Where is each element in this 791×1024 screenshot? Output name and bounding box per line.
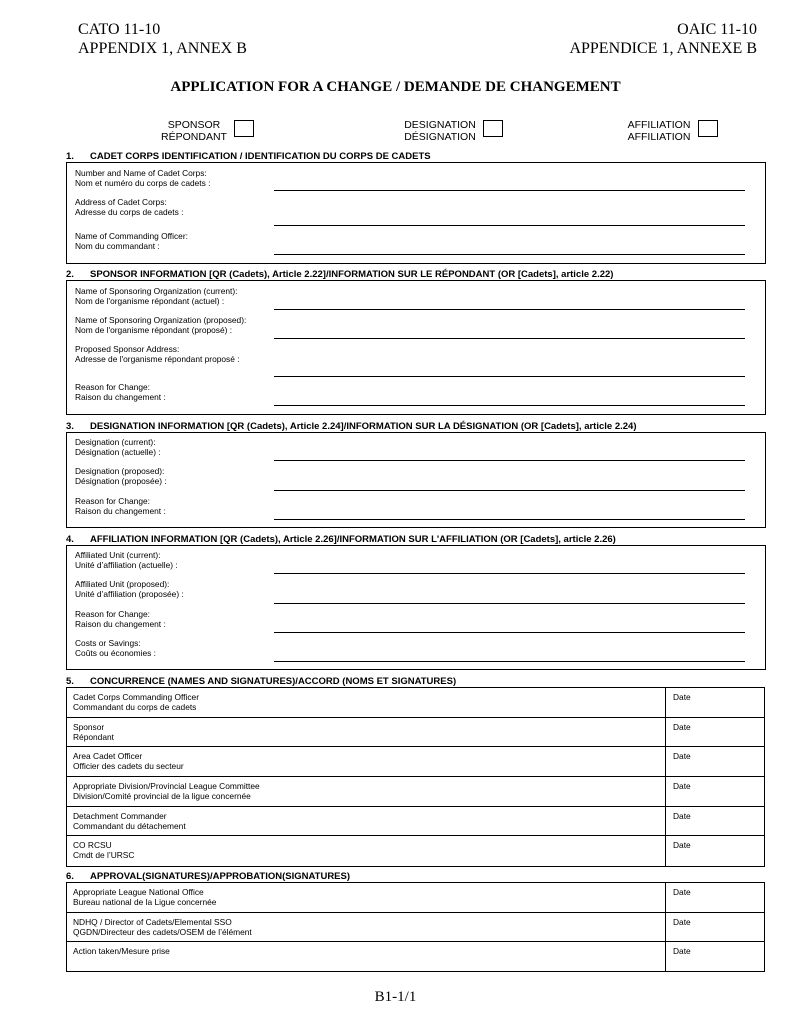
section-5-number: 5. xyxy=(66,676,74,687)
designation-checkbox[interactable] xyxy=(483,120,503,137)
affiliation-label-en: AFFILIATION xyxy=(627,119,691,131)
date-label: Date xyxy=(673,781,691,791)
section-3-heading xyxy=(66,421,636,432)
table-row[interactable] xyxy=(67,942,764,971)
affiliation-reason-field[interactable] xyxy=(274,632,745,633)
section-1-heading xyxy=(66,151,431,162)
label-fr: Désignation (proposée) : xyxy=(75,476,167,486)
field-costs-label xyxy=(75,638,156,658)
label-en: Affiliated Unit (current): xyxy=(75,550,161,560)
date-label: Date xyxy=(673,840,691,850)
checkbox-label-affiliation xyxy=(624,119,694,143)
date-label: Date xyxy=(673,692,691,702)
commanding-officer-field[interactable] xyxy=(274,254,745,255)
costs-field[interactable] xyxy=(274,661,745,662)
field-corps-name-label xyxy=(75,168,210,188)
label-en: Reason for Change: xyxy=(75,382,150,392)
field-sponsor-proposed-label xyxy=(75,315,246,335)
affiliation-checkbox[interactable] xyxy=(698,120,718,137)
affiliation-label-fr: AFFILIATION xyxy=(627,131,691,143)
date-label: Date xyxy=(673,917,691,927)
page-number: B1-1/1 xyxy=(374,989,417,1005)
label-fr: Nom de l'organisme répondant (actuel) : xyxy=(75,296,225,306)
label-en: Action taken/Mesure prise xyxy=(73,946,170,956)
designation-current-field[interactable] xyxy=(274,460,745,461)
section-3-title: DESIGNATION INFORMATION [QR (Cadets), Article 2.24]/INFORMATION SUR LA DÉSIGNATION (OR [Cadets], article 2.24) xyxy=(90,421,637,432)
label-en: Costs or Savings: xyxy=(75,638,141,648)
section-2-number: 2. xyxy=(66,269,74,280)
sponsor-current-field[interactable] xyxy=(274,309,745,310)
section-5-title: CONCURRENCE (NAMES AND SIGNATURES)/ACCORD (NOMS ET SIGNATURES) xyxy=(90,676,457,687)
date-label: Date xyxy=(673,722,691,732)
field-affiliation-current-label xyxy=(75,550,178,570)
table-row[interactable] xyxy=(67,747,764,777)
table-row[interactable] xyxy=(67,777,764,807)
label-en: Name of Sponsoring Organization (current): xyxy=(75,286,238,296)
label-en: Cadet Corps Commanding Officer xyxy=(73,692,199,702)
label-en: CO RCSU xyxy=(73,840,112,850)
date-label: Date xyxy=(673,887,691,897)
section-1-title: CADET CORPS IDENTIFICATION / IDENTIFICATION DU CORPS DE CADETS xyxy=(90,151,431,162)
row-label xyxy=(73,811,186,831)
sponsor-label-fr: RÉPONDANT xyxy=(161,131,227,143)
designation-reason-field[interactable] xyxy=(274,519,745,520)
label-fr: Adresse de l'organisme répondant proposé : xyxy=(75,354,240,364)
row-label xyxy=(73,781,260,801)
label-fr: Coûts ou économies : xyxy=(75,648,157,658)
label-en: Reason for Change: xyxy=(75,496,150,506)
label-fr: Répondant xyxy=(73,732,114,742)
table-row[interactable] xyxy=(67,913,764,942)
header-left xyxy=(78,20,247,58)
sponsor-checkbox[interactable] xyxy=(234,120,254,137)
table-row[interactable] xyxy=(67,883,764,913)
label-fr: Unité d’affiliation (proposée) : xyxy=(75,589,184,599)
designation-proposed-field[interactable] xyxy=(274,490,745,491)
section-6-title: APPROVAL(SIGNATURES)/APPROBATION(SIGNATURES) xyxy=(90,871,351,882)
label-fr: Raison du changement : xyxy=(75,392,166,402)
row-label xyxy=(73,840,134,860)
label-fr: Cmdt de l’URSC xyxy=(73,850,135,860)
table-row[interactable] xyxy=(67,836,764,866)
label-en: Appropriate Division/Provincial League Committee xyxy=(73,781,260,791)
label-fr: Raison du changement : xyxy=(75,506,166,516)
label-en: Name of Sponsoring Organization (proposed): xyxy=(75,315,247,325)
field-designation-reason-label xyxy=(75,496,166,516)
checkbox-label-sponsor xyxy=(160,119,228,143)
section-1-number: 1. xyxy=(66,151,74,162)
date-label: Date xyxy=(673,751,691,761)
label-fr: QGDN/Directeur des cadets/OSEM de l’élément xyxy=(73,927,252,937)
label-fr: Commandant du détachement xyxy=(73,821,186,831)
designation-label-en: DESIGNATION xyxy=(404,119,476,131)
label-en: Affiliated Unit (proposed): xyxy=(75,579,170,589)
field-affiliation-reason-label xyxy=(75,609,166,629)
affiliation-proposed-field[interactable] xyxy=(274,603,745,604)
label-fr: Division/Comité provincial de la ligue concernée xyxy=(73,791,251,801)
corps-address-field[interactable] xyxy=(274,225,745,226)
appendix-ref-fr: APPENDICE 1, ANNEXE B xyxy=(569,40,757,57)
label-fr: Commandant du corps de cadets xyxy=(73,702,197,712)
affiliation-current-field[interactable] xyxy=(274,573,745,574)
label-en: Appropriate League National Office xyxy=(73,887,204,897)
label-en: Proposed Sponsor Address: xyxy=(75,344,180,354)
section-5-heading xyxy=(66,676,456,687)
section-2-title: SPONSOR INFORMATION [QR (Cadets), Article 2.22]/INFORMATION SUR LE RÉPONDANT (OR [Cadets], article 2.22) xyxy=(90,269,614,280)
label-en: Number and Name of Cadet Corps: xyxy=(75,168,207,178)
field-commanding-officer-label xyxy=(75,231,188,251)
section-4-heading xyxy=(66,534,616,545)
sponsor-label-en: SPONSOR xyxy=(167,119,221,131)
label-en: Reason for Change: xyxy=(75,609,150,619)
appendix-ref-en: APPENDIX 1, ANNEX B xyxy=(78,40,247,57)
sponsor-address-field[interactable] xyxy=(274,376,745,377)
label-fr: Unité d’affiliation (actuelle) : xyxy=(75,560,178,570)
form-title: APPLICATION FOR A CHANGE / DEMANDE DE CHANGEMENT xyxy=(170,79,621,95)
label-fr: Adresse du corps de cadets : xyxy=(75,207,184,217)
section-5-table xyxy=(66,687,765,867)
sponsor-proposed-field[interactable] xyxy=(274,338,745,339)
field-sponsor-current-label xyxy=(75,286,237,306)
label-fr: Raison du changement : xyxy=(75,619,166,629)
sponsor-reason-field[interactable] xyxy=(274,405,745,406)
label-fr: Nom du commandant : xyxy=(75,241,160,251)
label-fr: Nom et numéro du corps de cadets : xyxy=(75,178,211,188)
section-6-heading xyxy=(66,871,350,882)
field-designation-proposed-label xyxy=(75,466,167,486)
label-fr: Désignation (actuelle) : xyxy=(75,447,161,457)
section-3-number: 3. xyxy=(66,421,74,432)
field-affiliation-proposed-label xyxy=(75,579,184,599)
section-6-table xyxy=(66,882,765,972)
section-4-title: AFFILIATION INFORMATION [QR (Cadets), Article 2.26]/INFORMATION SUR L'AFFILIATION (OR [Cadets], article 2.26) xyxy=(90,534,616,545)
row-label xyxy=(73,751,184,771)
checkbox-label-designation xyxy=(400,119,480,143)
field-designation-current-label xyxy=(75,437,161,457)
label-en: Designation (current): xyxy=(75,437,156,447)
designation-label-fr: DÉSIGNATION xyxy=(404,131,476,143)
label-fr: Nom de l'organisme répondant (proposé) : xyxy=(75,325,233,335)
date-label: Date xyxy=(673,811,691,821)
section-3-box xyxy=(66,432,766,528)
field-corps-address-label xyxy=(75,197,183,217)
table-row[interactable] xyxy=(67,688,764,718)
label-en: Area Cadet Officer xyxy=(73,751,143,761)
date-label: Date xyxy=(673,946,691,956)
doc-ref-fr: OAIC 11-10 xyxy=(677,21,757,38)
table-row[interactable] xyxy=(67,718,764,747)
label-en: Designation (proposed): xyxy=(75,466,165,476)
field-sponsor-reason-label xyxy=(75,382,166,402)
label-fr: Bureau national de la Ligue concernée xyxy=(73,897,217,907)
corps-name-field[interactable] xyxy=(274,190,745,191)
row-label xyxy=(73,722,114,742)
row-label xyxy=(73,946,170,956)
label-en: Sponsor xyxy=(73,722,105,732)
label-en: Address of Cadet Corps: xyxy=(75,197,167,207)
row-label xyxy=(73,887,216,907)
label-fr: Officier des cadets du secteur xyxy=(73,761,184,771)
row-label xyxy=(73,917,252,937)
field-sponsor-address-label xyxy=(75,344,240,364)
section-6-number: 6. xyxy=(66,871,74,882)
label-en: Name of Commanding Officer: xyxy=(75,231,188,241)
label-en: Detachment Commander xyxy=(73,811,167,821)
section-2-heading xyxy=(66,269,613,280)
row-label xyxy=(73,692,199,712)
table-row[interactable] xyxy=(67,807,764,836)
doc-ref-en: CATO 11-10 xyxy=(78,21,161,38)
header-right xyxy=(569,20,757,58)
label-en: NDHQ / Director of Cadets/Elemental SSO xyxy=(73,917,232,927)
section-4-number: 4. xyxy=(66,534,74,545)
